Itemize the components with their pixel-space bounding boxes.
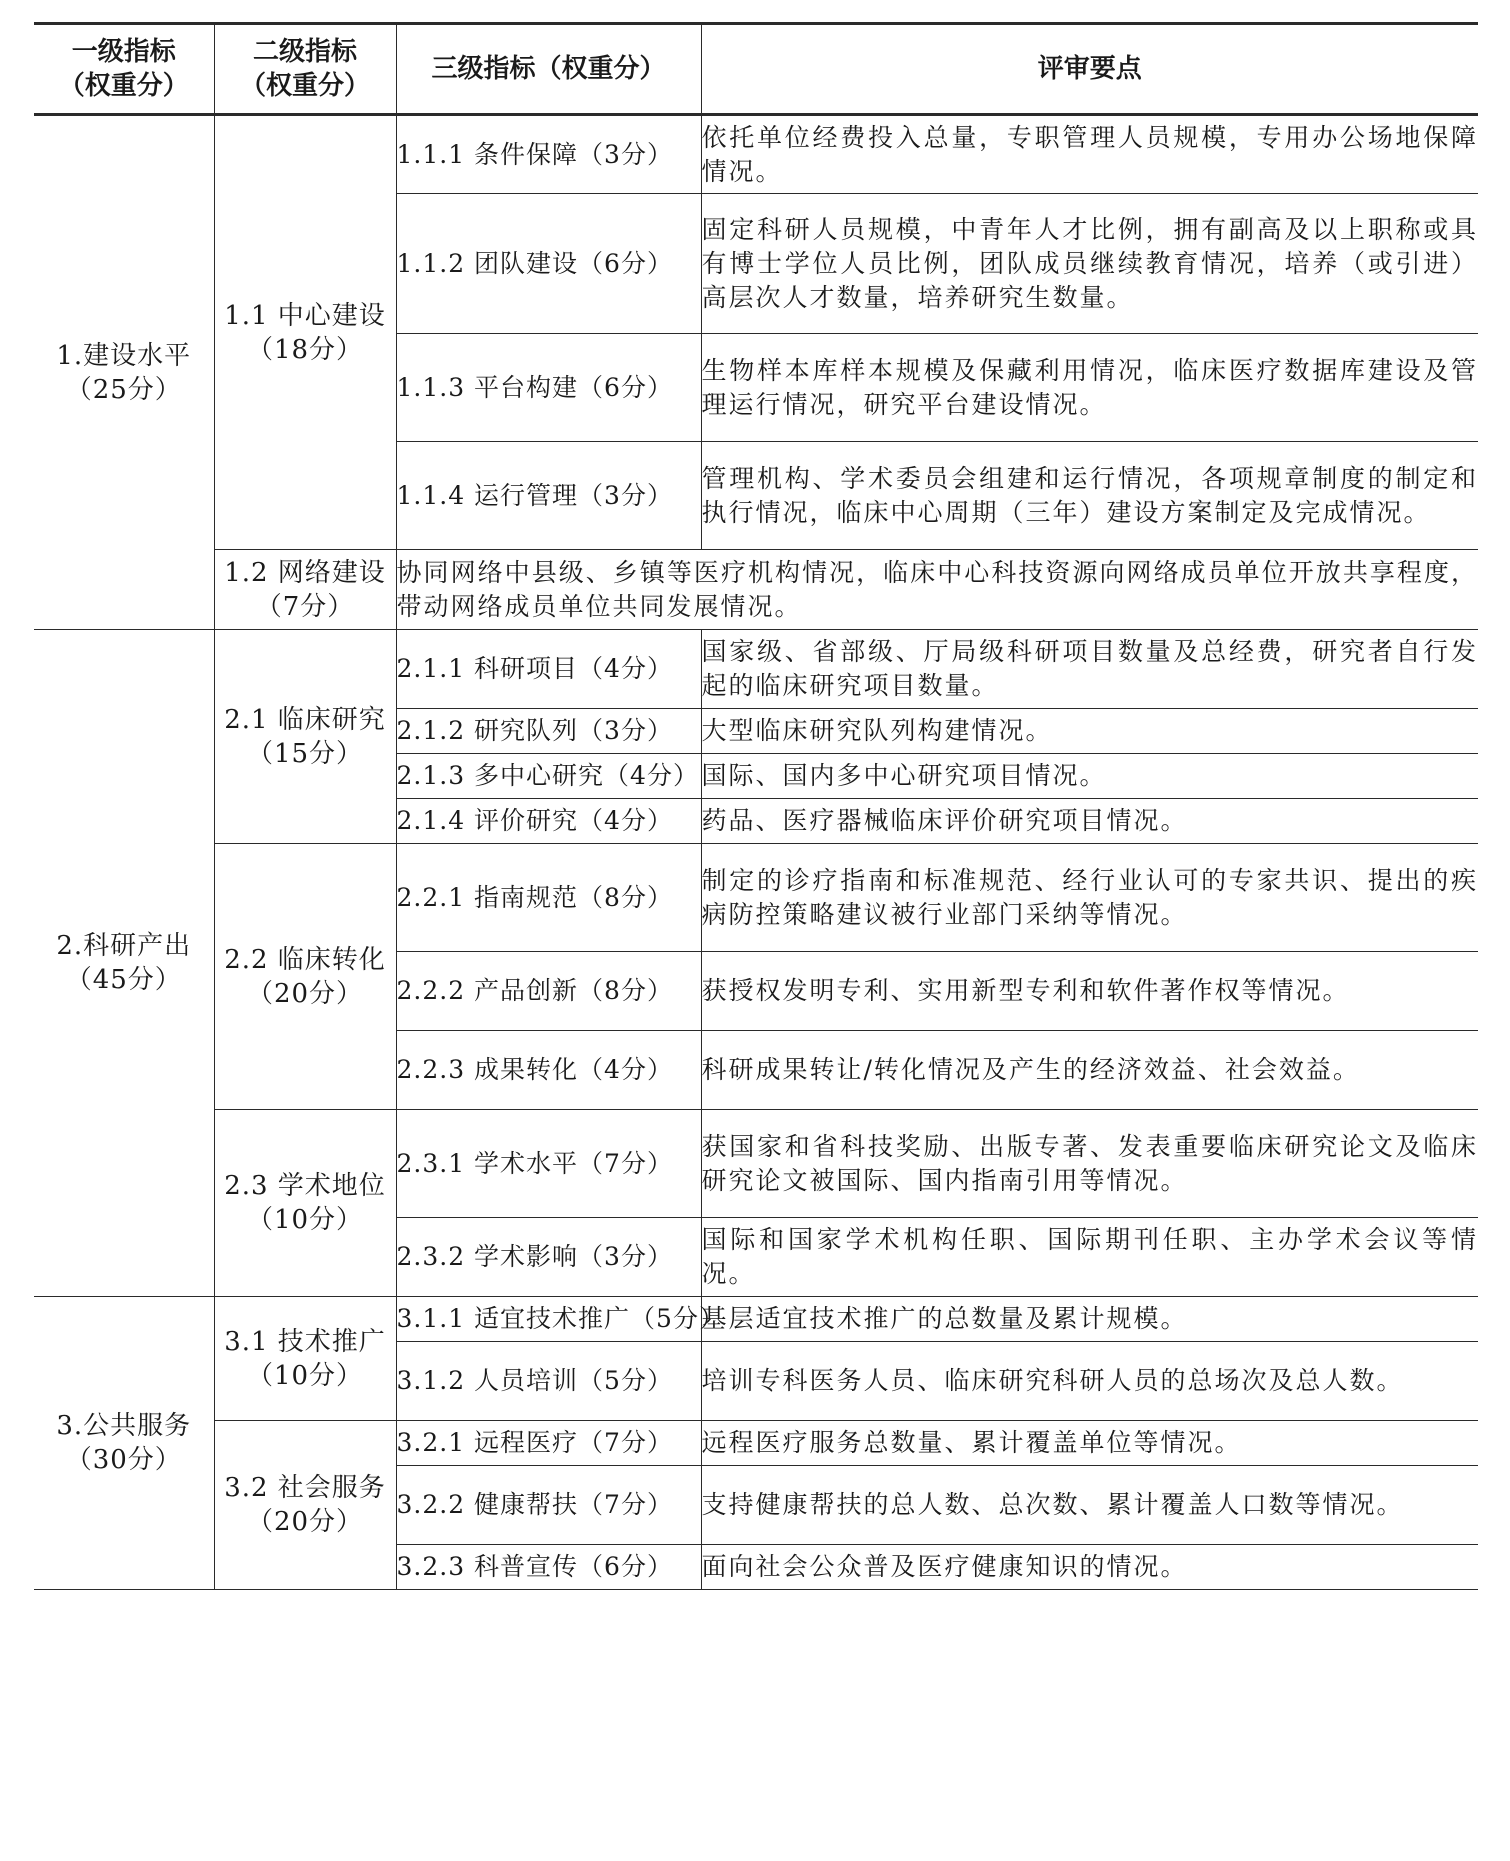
level2-cell [214, 1110, 396, 1297]
level1-cell [34, 115, 214, 630]
review-points: 制定的诊疗指南和标准规范、经行业认可的专家共识、提出的疾病防控策略建议被行业部门采纳等情况。 [701, 844, 1478, 952]
level3-indicator: 3.1.1 适宜技术推广（5分） [396, 1297, 701, 1342]
level3-indicator: 3.1.2 人员培训（5分） [396, 1342, 701, 1421]
header-level3: 三级指标（权重分） [396, 24, 701, 115]
header-level1-name: 一级指标 [71, 37, 176, 67]
level1-name: 3.公共服务 [56, 1411, 192, 1441]
header-level1-weight: （权重分） [58, 71, 189, 101]
header-level2 [214, 24, 396, 115]
level2-name: 3.1 技术推广 [224, 1326, 386, 1357]
level3-indicator: 1.1.4 运行管理（3分） [396, 442, 701, 550]
table-row [34, 1297, 1478, 1342]
level3-indicator: 2.3.2 学术影响（3分） [396, 1218, 701, 1297]
review-points: 国际和国家学术机构任职、国际期刊任职、主办学术会议等情况。 [701, 1218, 1478, 1297]
level1-weight: （45分） [65, 965, 182, 995]
level2-name: 1.2 网络建设 [224, 557, 386, 588]
level3-indicator: 3.2.3 科普宣传（6分） [396, 1545, 701, 1590]
level3-indicator: 2.1.1 科研项目（4分） [396, 630, 701, 709]
level2-weight: （15分） [246, 738, 364, 769]
level1-weight: （25分） [65, 374, 182, 405]
review-points: 获国家和省科技奖励、出版专著、发表重要临床研究论文及临床研究论文被国际、国内指南引用等情况。 [701, 1110, 1478, 1218]
review-points: 基层适宜技术推广的总数量及累计规模。 [701, 1297, 1478, 1342]
level2-name: 2.3 学术地位 [224, 1171, 386, 1201]
review-points: 依托单位经费投入总量，专职管理人员规模，专用办公场地保障情况。 [701, 115, 1478, 194]
level2-cell [214, 115, 396, 550]
review-points: 国家级、省部级、厅局级科研项目数量及总经费，研究者自行发起的临床研究项目数量。 [701, 630, 1478, 709]
level3-indicator: 3.2.1 远程医疗（7分） [396, 1421, 701, 1466]
level3-indicator: 2.2.3 成果转化（4分） [396, 1031, 701, 1110]
level2-weight: （10分） [246, 1360, 364, 1391]
level1-name: 1.建设水平 [56, 340, 192, 371]
review-points: 获授权发明专利、实用新型专利和软件著作权等情况。 [701, 952, 1478, 1031]
table-row [34, 1110, 1478, 1218]
table-row [34, 844, 1478, 952]
level3-indicator: 3.2.2 健康帮扶（7分） [396, 1466, 701, 1545]
table-header-row [34, 24, 1478, 115]
level3-indicator: 2.2.1 指南规范（8分） [396, 844, 701, 952]
level3-indicator: 1.1.2 团队建设（6分） [396, 194, 701, 334]
review-points: 远程医疗服务总数量、累计覆盖单位等情况。 [701, 1421, 1478, 1466]
level2-weight: （10分） [246, 1205, 364, 1235]
review-points: 面向社会公众普及医疗健康知识的情况。 [701, 1545, 1478, 1590]
level3-indicator: 2.3.1 学术水平（7分） [396, 1110, 701, 1218]
table-row [34, 630, 1478, 709]
header-review-points: 评审要点 [701, 24, 1478, 115]
level1-cell [34, 1297, 214, 1590]
review-points: 大型临床研究队列构建情况。 [701, 709, 1478, 754]
level2-cell [214, 1297, 396, 1421]
table-row [34, 550, 1478, 630]
table-row [34, 1421, 1478, 1466]
document-page [34, 22, 1478, 1590]
level1-weight: （30分） [65, 1445, 182, 1475]
level3-indicator: 2.2.2 产品创新（8分） [396, 952, 701, 1031]
level3-indicator: 2.1.4 评价研究（4分） [396, 799, 701, 844]
table-row [34, 115, 1478, 194]
review-points: 支持健康帮扶的总人数、总次数、累计覆盖人口数等情况。 [701, 1466, 1478, 1545]
level2-weight: （20分） [246, 1507, 364, 1537]
review-points: 管理机构、学术委员会组建和运行情况，各项规章制度的制定和执行情况，临床中心周期（三年）建设方案制定及完成情况。 [701, 442, 1478, 550]
review-points: 科研成果转让/转化情况及产生的经济效益、社会效益。 [701, 1031, 1478, 1110]
level2-cell [214, 630, 396, 844]
level2-cell [214, 1421, 396, 1590]
review-points: 药品、医疗器械临床评价研究项目情况。 [701, 799, 1478, 844]
review-points: 固定科研人员规模，中青年人才比例，拥有副高及以上职称或具有博士学位人员比例，团队成员继续教育情况，培养（或引进）高层次人才数量，培养研究生数量。 [701, 194, 1478, 334]
level3-indicator: 2.1.2 研究队列（3分） [396, 709, 701, 754]
review-points: 生物样本库样本规模及保藏利用情况，临床医疗数据库建设及管理运行情况，研究平台建设情况。 [701, 334, 1478, 442]
level2-name: 2.2 临床转化 [224, 944, 386, 975]
header-level2-name: 二级指标 [252, 37, 357, 67]
network-review-points: 协同网络中县级、乡镇等医疗机构情况，临床中心科技资源向网络成员单位开放共享程度，带动网络成员单位共同发展情况。 [396, 550, 1478, 630]
level2-cell [214, 844, 396, 1110]
level2-weight: （18分） [246, 334, 364, 365]
review-points: 培训专科医务人员、临床研究科研人员的总场次及总人数。 [701, 1342, 1478, 1421]
level2-weight: （20分） [246, 978, 364, 1009]
level2-name: 3.2 社会服务 [224, 1473, 386, 1503]
level2-cell [214, 550, 396, 630]
level1-name: 2.科研产出 [56, 931, 192, 961]
level3-indicator: 1.1.1 条件保障（3分） [396, 115, 701, 194]
level3-indicator: 1.1.3 平台构建（6分） [396, 334, 701, 442]
level2-weight: （7分） [255, 591, 355, 622]
header-level1 [34, 24, 214, 115]
review-points: 国际、国内多中心研究项目情况。 [701, 754, 1478, 799]
header-level2-weight: （权重分） [239, 71, 370, 101]
level2-name: 2.1 临床研究 [224, 704, 386, 735]
level1-cell [34, 630, 214, 1297]
evaluation-table [34, 22, 1478, 1590]
level2-name: 1.1 中心建设 [224, 300, 386, 331]
level3-indicator: 2.1.3 多中心研究（4分） [396, 754, 701, 799]
